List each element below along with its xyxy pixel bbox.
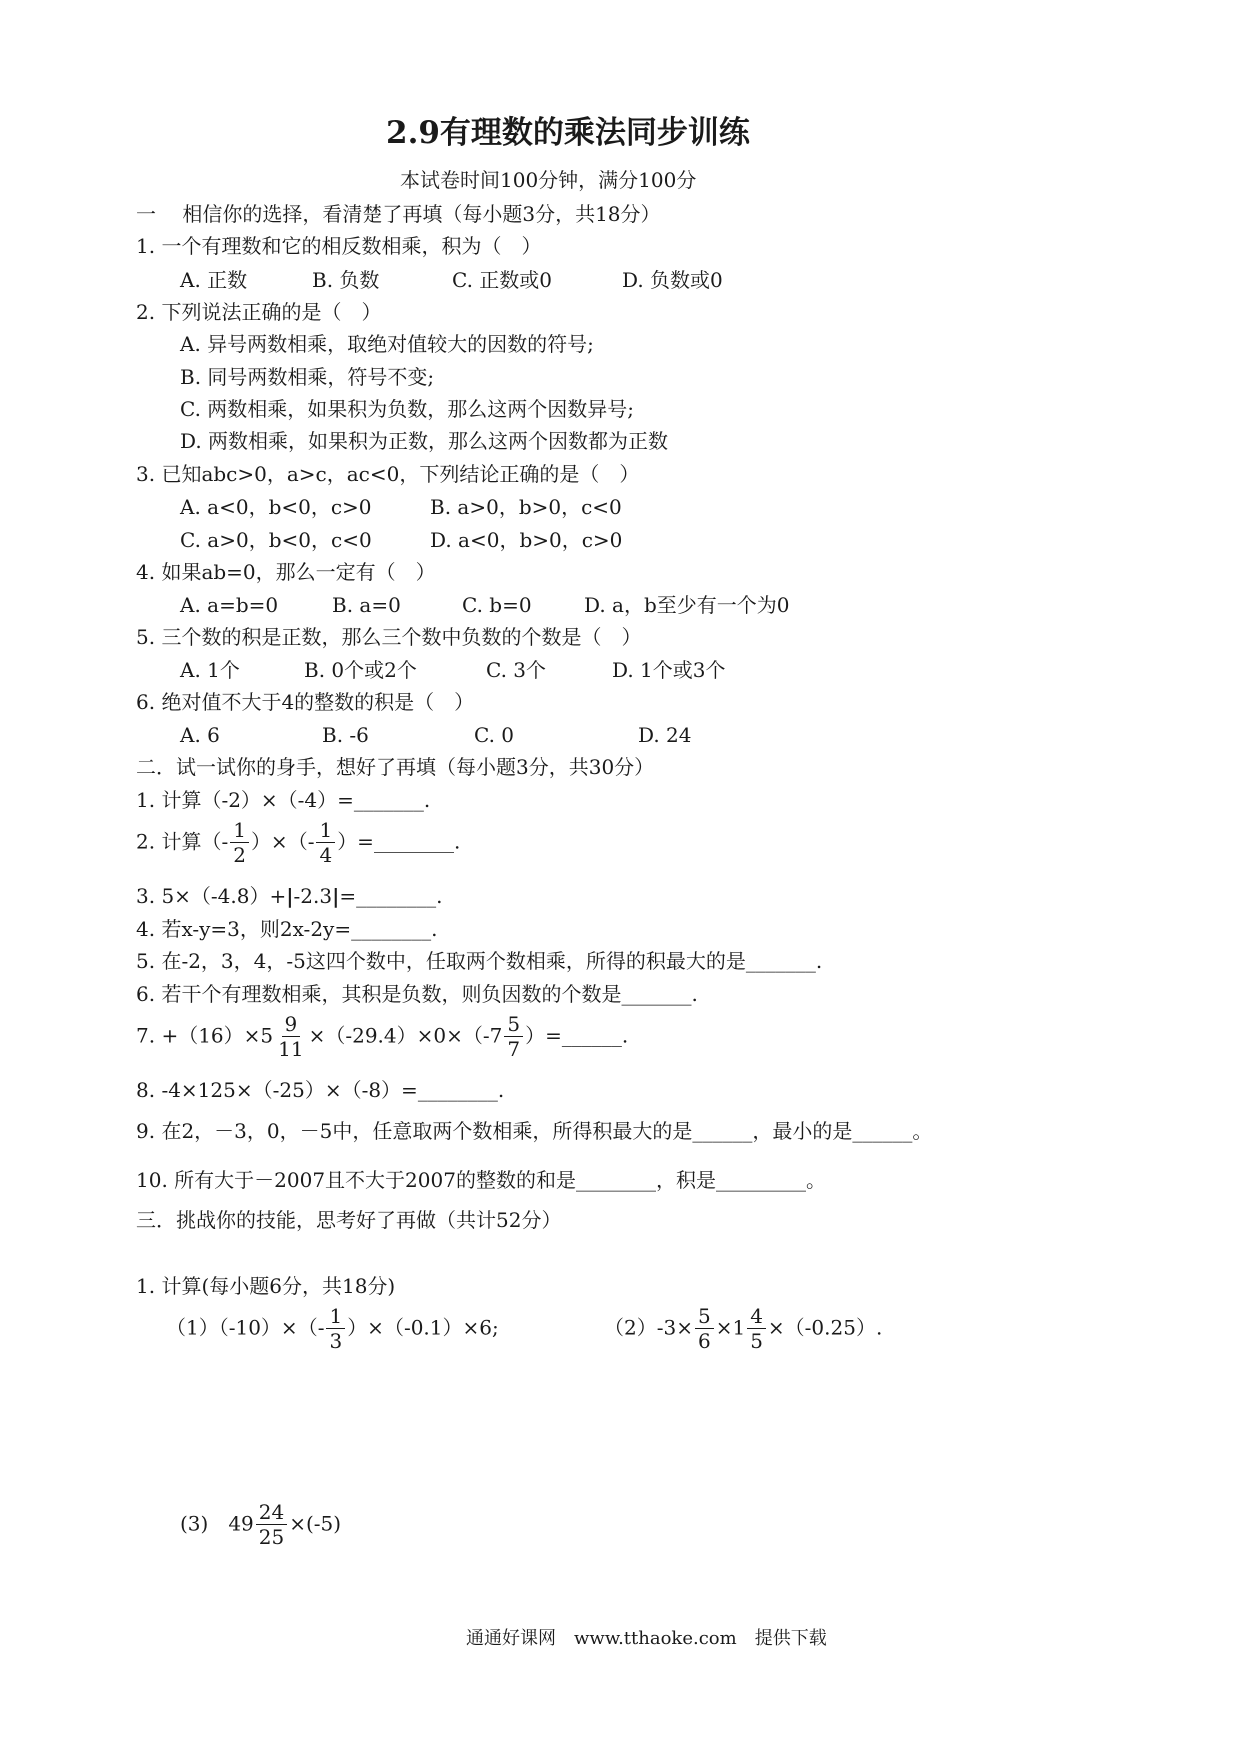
s1-q6-option-a: A. 6 — [180, 723, 220, 747]
fraction-numerator: 5 — [504, 1014, 523, 1037]
fraction-numerator: 1 — [326, 1306, 345, 1329]
fraction-numerator: 5 — [695, 1306, 714, 1329]
s1-q6-option-d: D. 24 — [638, 723, 692, 747]
fraction-numerator: 4 — [747, 1306, 766, 1329]
s3-q1: 1. 计算(每小题6分，共18分) — [136, 1274, 396, 1298]
s2-q1: 1. 计算（-2）×（-4）=_______. — [136, 788, 431, 812]
s2-q3-text-mid: -2.3 — [293, 884, 333, 908]
s3-p2-text-mid: ×1 — [715, 1315, 746, 1340]
s2-q7-fraction-1 — [275, 1014, 306, 1060]
s3-p1-text-post: ）×（-0.1）×6; — [347, 1315, 499, 1340]
fraction-denominator: 25 — [258, 1525, 285, 1549]
fraction-denominator: 7 — [507, 1037, 521, 1061]
s1-q1-option-d: D. 负数或0 — [622, 268, 723, 292]
s2-q2-text-post: ）=________. — [337, 829, 461, 854]
s2-q3-text-post: =________. — [339, 884, 443, 908]
s2-q10: 10. 所有大于－2007且不大于2007的整数的和是________，积是_________。 — [136, 1168, 826, 1192]
s2-q2-fraction-2 — [316, 820, 335, 866]
s2-q4: 4. 若x-y=3，则2x-2y=________. — [136, 917, 438, 941]
s1-q3-stem: 3. 已知abc>0，a>c，ac<0，下列结论正确的是（ ） — [136, 462, 640, 486]
s1-q4-stem: 4. 如果ab=0，那么一定有（ ） — [136, 560, 436, 584]
s1-q5-stem: 5. 三个数的积是正数，那么三个数中负数的个数是（ ） — [136, 625, 642, 649]
s1-q3-option-c: C. a>0，b<0，c<0 — [180, 528, 372, 552]
s2-q6: 6. 若干个有理数相乘，其积是负数，则负因数的个数是_______. — [136, 982, 698, 1006]
s1-q4-option-c: C. b=0 — [462, 593, 532, 617]
page-subtitle: 本试卷时间100分钟，满分100分 — [400, 168, 697, 192]
s2-q3 — [136, 886, 443, 906]
page-title: 2.9有理数的乘法同步训练 — [386, 115, 750, 151]
s1-q5-option-b: B. 0个或2个 — [304, 658, 417, 682]
s3-p2-fraction-2 — [747, 1306, 766, 1352]
page-footer: 通通好课网 www.tthaoke.com 提供下载 — [466, 1628, 827, 1649]
s2-q7-text-mid: ×（-29.4）×0×（-7 — [308, 1023, 503, 1048]
fraction-denominator: 4 — [319, 843, 333, 867]
s1-q3-option-a: A. a<0，b<0，c>0 — [180, 495, 372, 519]
s2-q7-text-pre: 7. +（16）×5 — [136, 1023, 274, 1048]
s2-q7-text-post: ）=______. — [525, 1023, 629, 1048]
absolute-bar-right: | — [332, 884, 340, 908]
fraction-denominator: 11 — [278, 1037, 304, 1061]
s3-problem-3 — [180, 1502, 341, 1548]
s2-q2-fraction-1 — [230, 820, 249, 866]
s1-q4-option-b: B. a=0 — [332, 593, 401, 617]
s1-q5-option-c: C. 3个 — [486, 658, 547, 682]
s1-q4-option-a: A. a=b=0 — [180, 593, 279, 617]
s1-q2-option-a: A. 异号两数相乘，取绝对值较大的因数的符号; — [180, 332, 594, 356]
s1-q6-stem: 6. 绝对值不大于4的整数的积是（ ） — [136, 690, 475, 714]
fraction-denominator: 2 — [233, 843, 246, 867]
s2-q8: 8. -4×125×（-25）×（-8）=________. — [136, 1078, 505, 1102]
section2-heading: 二．试一试你的身手，想好了再填（每小题3分，共30分） — [136, 755, 655, 779]
s1-q1-option-c: C. 正数或0 — [452, 268, 553, 292]
s1-q2-option-c: C. 两数相乘，如果积为负数，那么这两个因数异号; — [180, 397, 635, 421]
s3-p3-text-post: ×(-5) — [289, 1511, 342, 1536]
s1-q6-option-c: C. 0 — [474, 723, 515, 747]
s1-q1-option-a: A. 正数 — [180, 268, 248, 292]
s1-q5-option-d: D. 1个或3个 — [612, 658, 726, 682]
s1-q2-option-d: D. 两数相乘，如果积为正数，那么这两个因数都为正数 — [180, 429, 669, 453]
s2-q2-text-mid: ）×（- — [250, 829, 315, 854]
s1-q5-option-a: A. 1个 — [180, 658, 240, 682]
s3-problem-2 — [604, 1306, 882, 1352]
s1-q2-stem: 2. 下列说法正确的是（ ） — [136, 300, 382, 324]
fraction-denominator: 5 — [750, 1329, 763, 1353]
section3-heading: 三．挑战你的技能，思考好了再做（共计52分） — [136, 1208, 562, 1232]
s1-q3-option-b: B. a>0，b>0，c<0 — [430, 495, 622, 519]
s1-q3-option-d: D. a<0，b>0，c>0 — [430, 528, 623, 552]
s3-p3-text-pre: (3) 49 — [180, 1511, 254, 1536]
s3-p3-fraction — [256, 1502, 287, 1548]
s2-q5: 5. 在-2，3，4，-5这四个数中，任取两个数相乘，所得的积最大的是_______. — [136, 949, 823, 973]
s1-q6-option-b: B. -6 — [322, 723, 369, 747]
fraction-numerator: 9 — [282, 1014, 301, 1037]
s2-q7-fraction-2 — [504, 1014, 523, 1060]
fraction-numerator: 1 — [316, 820, 335, 843]
s1-q2-option-b: B. 同号两数相乘，符号不变; — [180, 365, 435, 389]
s2-q2 — [136, 820, 460, 866]
absolute-bar-left: | — [286, 884, 294, 908]
s1-q1-option-b: B. 负数 — [312, 268, 380, 292]
s2-q2-text-pre: 2. 计算（- — [136, 829, 229, 854]
s2-q9: 9. 在2，－3，0，－5中，任意取两个数相乘，所得积最大的是______，最小的是______。 — [136, 1119, 933, 1143]
fraction-denominator: 6 — [697, 1329, 711, 1353]
s1-q1-stem: 1. 一个有理数和它的相反数相乘，积为（ ） — [136, 234, 542, 258]
s3-p1-fraction — [326, 1306, 345, 1352]
s3-p2-fraction-1 — [695, 1306, 714, 1352]
fraction-numerator: 24 — [256, 1502, 287, 1525]
fraction-numerator: 1 — [230, 820, 249, 843]
s3-p2-text-post: ×（-0.25）. — [767, 1315, 883, 1340]
s3-p2-text-pre: （2）-3× — [604, 1315, 693, 1340]
s1-q4-option-d: D. a，b至少有一个为0 — [584, 593, 790, 617]
s3-p1-text-pre: （1）（-10）×（- — [166, 1315, 325, 1340]
section1-heading: 一 相信你的选择，看清楚了再填（每小题3分，共18分） — [136, 202, 661, 226]
s3-problem-1 — [166, 1306, 499, 1352]
fraction-denominator: 3 — [329, 1329, 343, 1353]
s2-q3-text-pre: 3. 5×（-4.8）+ — [136, 884, 287, 908]
s2-q7 — [136, 1014, 628, 1060]
